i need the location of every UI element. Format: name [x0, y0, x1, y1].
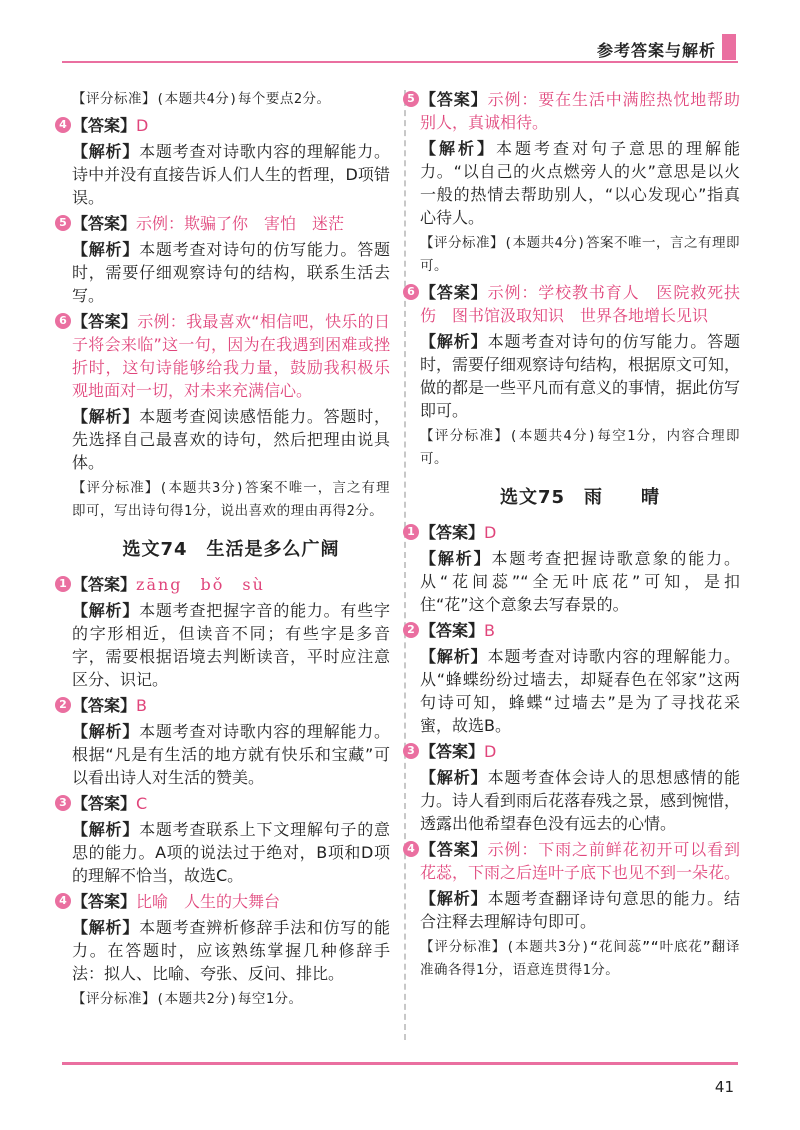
answer-label: 【答案】: [420, 523, 485, 542]
analysis-text: 本题考查对诗句的仿写能力。答题时，需要仔细观察诗句的结构，联系生活去写。: [72, 240, 390, 305]
section-title: 选文74 生活是多么广阔: [122, 539, 340, 560]
analysis-text: 本题考查体会诗人的思想感情的能力。诗人看到雨后花落春残之景，感到惋惜，透露出他希望春色没有远去的心情。: [420, 768, 741, 833]
question-number-badge: 1: [55, 576, 71, 592]
answer-label: 【答案】: [72, 892, 137, 911]
grading-standard: 【评分标准】(本题共4分)每空1分，内容合理即可。: [420, 428, 740, 467]
question-3: [59, 792, 390, 887]
question-number-badge: 4: [55, 893, 71, 909]
analysis-label: 【解析】: [420, 139, 496, 158]
answer-text: B: [136, 696, 147, 715]
question-number-badge: 6: [55, 313, 71, 329]
answer-label: 【答案】: [72, 312, 138, 331]
answer-text: C: [136, 794, 148, 813]
analysis-text: 本题考查联系上下文理解句子的意思的能力。A项的说法过于绝对，B项和D项的理解不恰当，故选C。: [72, 820, 390, 885]
analysis-label: 【解析】: [420, 889, 488, 908]
answer-text: B: [484, 621, 495, 640]
analysis-text: 本题考查对诗歌内容的理解能力。从“蜂蝶纷纷过墙去，却疑春色在邻家”这两句诗可知，蜂蝶“过墙去”是为了寻找花采蜜，故选B。: [420, 647, 740, 735]
question-2: [59, 694, 390, 789]
question-5: [407, 88, 740, 278]
page-number: 41: [714, 1078, 734, 1096]
answer-text: D: [484, 523, 497, 542]
answer-text: D: [484, 742, 497, 761]
answer-text: 示例：欺骗了你 害怕 迷茫: [136, 214, 345, 233]
page-header-title: 参考答案与解析: [596, 41, 716, 60]
section-title: 选文75 雨 晴: [499, 487, 661, 508]
question-1: [59, 573, 390, 691]
question-2: [407, 619, 740, 737]
right-column: [407, 88, 741, 985]
analysis-label: 【解析】: [420, 768, 488, 787]
question-6: [407, 281, 741, 471]
analysis-text: 本题考查阅读感悟能力。答题时，先选择自己最喜欢的诗句，然后把理由说具体。: [72, 407, 390, 472]
answer-label: 【答案】: [420, 621, 485, 640]
question-number-badge: 3: [403, 743, 419, 759]
answer-label: 【答案】: [420, 90, 488, 109]
question-number-badge: 3: [55, 795, 71, 811]
analysis-label: 【解析】: [72, 918, 140, 937]
header-accent-block: [722, 34, 736, 60]
question-number-badge: 1: [403, 524, 419, 540]
answer-label: 【答案】: [420, 283, 488, 302]
analysis-text: 本题考查翻译诗句意思的能力。结合注释去理解诗句即可。: [420, 889, 740, 931]
answer-label: 【答案】: [72, 214, 137, 233]
analysis-label: 【解析】: [72, 142, 140, 161]
analysis-label: 【解析】: [72, 722, 140, 741]
question-4: [59, 890, 390, 1011]
question-5: [59, 212, 390, 307]
question-number-badge: 5: [403, 91, 419, 107]
analysis-label: 【解析】: [72, 820, 140, 839]
analysis-label: 【解析】: [72, 407, 140, 426]
answer-text: 示例：学校教书育人 医院救死扶伤 图书馆汲取知识 世界各地增长见识: [420, 283, 740, 325]
question-number-badge: 2: [403, 622, 419, 638]
analysis-label: 【解析】: [420, 647, 488, 666]
answer-label: 【答案】: [72, 575, 137, 594]
footer-rule: [62, 1062, 738, 1065]
grading-standard: 【评分标准】(本题共3分)“花间蕊”“叶底花”翻译准确各得1分，语意连贯得1分。: [420, 939, 740, 978]
grading-standard: 【评分标准】(本题共2分)每空1分。: [72, 991, 303, 1007]
question-4: [407, 838, 741, 982]
question-number-badge: 2: [55, 697, 71, 713]
analysis-text: 本题考查把握字音的能力。有些字的字形相近，但读音不同；有些字是多音字，需要根据语境去判断读音，平时应注意区分、识记。: [72, 601, 390, 689]
grading-standard: 【评分标准】(本题共4分)答案不唯一，言之有理即可。: [420, 235, 740, 274]
header-rule: [62, 61, 738, 63]
answer-label: 【答案】: [72, 696, 137, 715]
column-divider: [404, 90, 406, 1040]
answer-text: 示例：我最喜欢“相信吧，快乐的日子将会来临”这一句，因为在我遇到困难或挫折时，这句诗能够给我力量，鼓励我积极乐观地面对一切，对未来充满信心。: [72, 312, 390, 400]
analysis-label: 【解析】: [72, 601, 140, 620]
answer-label: 【答案】: [420, 840, 488, 859]
left-column: [59, 88, 390, 1014]
question-number-badge: 6: [403, 284, 419, 300]
analysis-text: 本题考查对句子意思的理解能力。“以自己的火点燃旁人的火”意思是以火一般的热情去帮助别人，“以心发现心”指真心待人。: [420, 139, 740, 227]
analysis-text: 本题考查把握诗歌意象的能力。从“花间蕊”“全无叶底花”可知，是扣住“花”这个意象去写春景的。: [420, 549, 740, 614]
grading-standard: 【评分标准】(本题共3分)答案不唯一，言之有理即可，写出诗句得1分，说出喜欢的理由再得2分。: [72, 480, 390, 519]
analysis-text: 本题考查对诗句的仿写能力。答题时，需要仔细观察诗句结构，根据原文可知，做的都是一些平凡而有意义的事情，据此仿写即可。: [420, 332, 741, 420]
analysis-text: 本题考查辨析修辞手法和仿写的能力。在答题时，应该熟练掌握几种修辞手法：拟人、比喻、夸张、反问、排比。: [72, 918, 390, 983]
analysis-text: 本题考查对诗歌内容的理解能力。诗中并没有直接告诉人们人生的哲理，D项错误。: [72, 142, 390, 207]
answer-label: 【答案】: [72, 794, 137, 813]
analysis-text: 本题考查对诗歌内容的理解能力。根据“凡是有生活的地方就有快乐和宝藏”可以看出诗人对生活的赞美。: [72, 722, 390, 787]
question-4: [59, 114, 390, 209]
question-3: [407, 740, 741, 835]
answer-text: D: [136, 116, 149, 135]
question-6: [59, 310, 390, 523]
analysis-label: 【解析】: [420, 332, 488, 351]
question-1: [407, 521, 740, 616]
answer-text: zāng bǒ sù: [136, 575, 265, 594]
question-number-badge: 4: [403, 841, 419, 857]
answer-text: 示例：要在生活中满腔热忱地帮助别人，真诚相待。: [420, 90, 740, 132]
grading-standard: 【评分标准】(本题共4分)每个要点2分。: [72, 91, 331, 107]
answer-label: 【答案】: [420, 742, 485, 761]
answer-text: 比喻 人生的大舞台: [136, 892, 281, 911]
answer-label: 【答案】: [72, 116, 137, 135]
analysis-label: 【解析】: [420, 549, 492, 568]
analysis-label: 【解析】: [72, 240, 140, 259]
question-number-badge: 4: [55, 117, 71, 133]
answer-text: 示例：下雨之前鲜花初开可以看到花蕊，下雨之后连叶子底下也见不到一朵花。: [420, 840, 741, 882]
question-number-badge: 5: [55, 215, 71, 231]
